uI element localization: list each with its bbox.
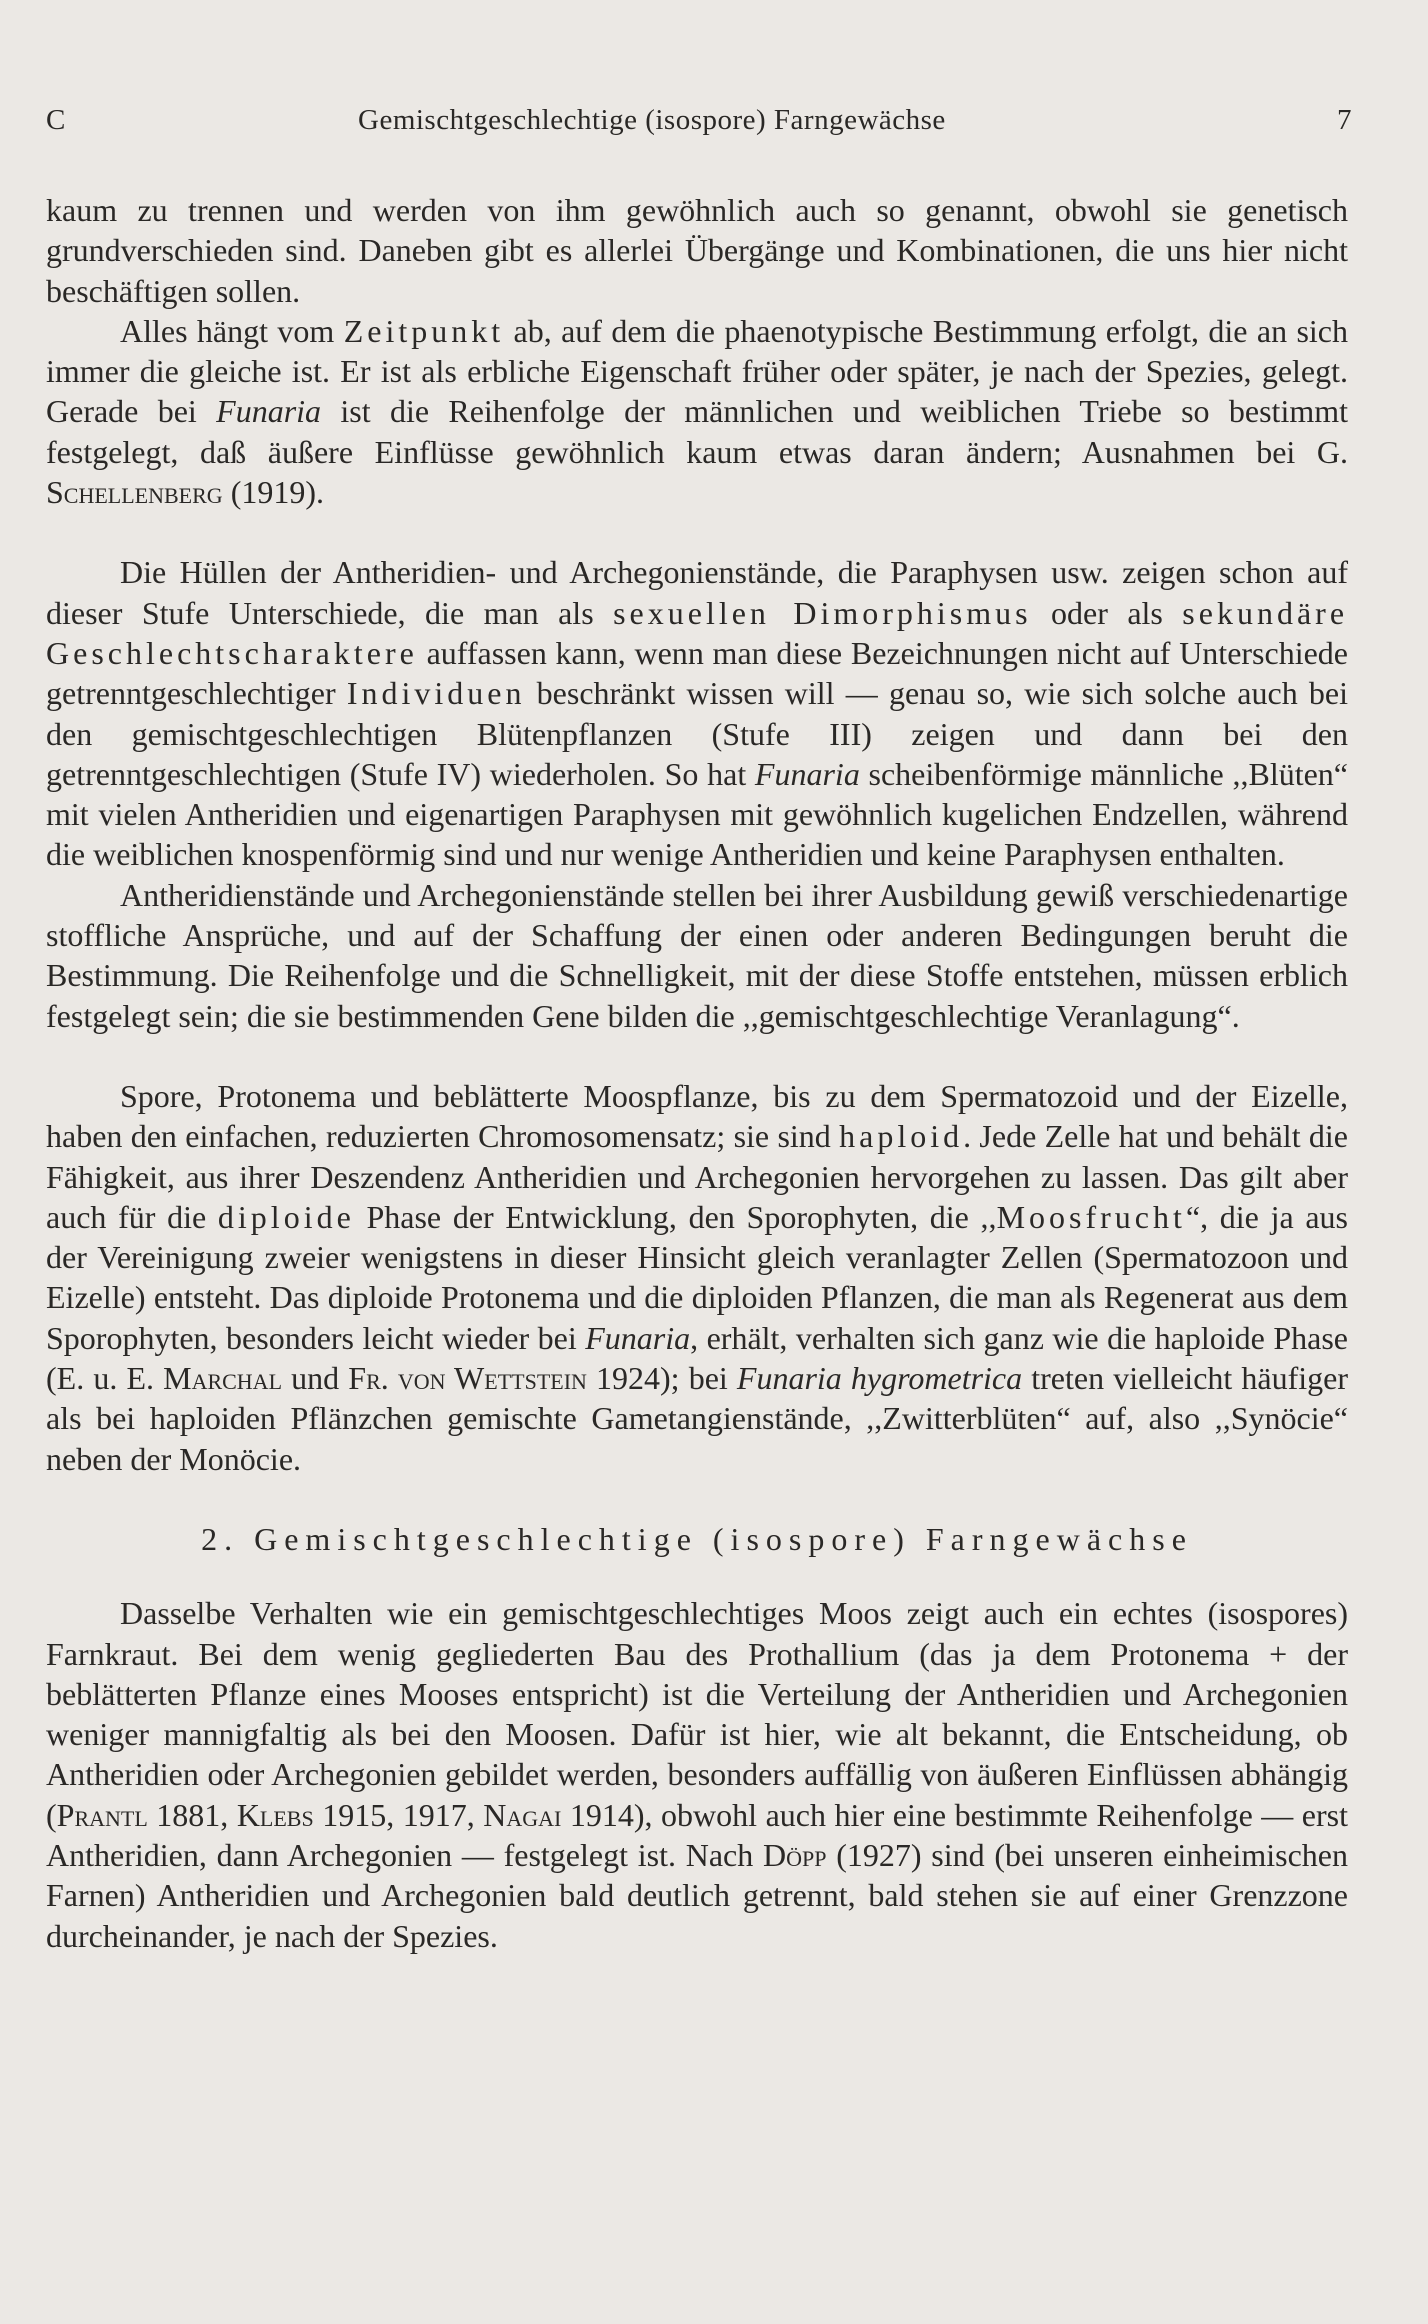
spaced-emphasis: Moosfrucht: [996, 1198, 1186, 1235]
text-run: beschränkt wissen will — genau so, wie sich solche auch bei den gemischtgeschlechtigen Blütenpflanzen (Stufe III) zeigen und dann bei den getrenntgeschlechtigen (Stufe IV) wiederholen. So hat: [46, 675, 1349, 792]
paragraph-1: [46, 190, 1348, 311]
author-name: Klebs: [236, 1796, 314, 1833]
italic-term: Funaria: [754, 755, 860, 792]
paragraph-3: [46, 552, 1348, 874]
text-run: 1881,: [147, 1796, 237, 1833]
running-head: [46, 104, 1352, 148]
spaced-emphasis: sekundäre Geschlechtscharaktere: [46, 594, 1349, 671]
text-run: (1919).: [222, 474, 324, 511]
signature-mark: C: [46, 104, 66, 136]
text-run: Antheridienstände und Archegonienstände stellen bei ihrer Ausbildung gewiß verschiedenartige stoffliche Ansprüche, und auf der Schaffung der einen oder anderen Bedingungen beruht die Bestimmung. Die Reihenfolge und die Schnelligkeit, mit der diese Stoffe entstehen, müssen erblich festgelegt sein; die sie bestimmenden Gene bilden die ,,gemischtgeschlechtige Veranlagung“.: [46, 876, 1348, 1034]
author-name: Prantl: [56, 1796, 148, 1833]
spaced-emphasis: Zeitpunkt: [343, 312, 505, 349]
text-run: Dasselbe Verhalten wie ein gemischtgeschlechtiges Moos zeigt auch ein echtes (isospores) Farnkraut. Bei dem wenig gegliederten Bau des Prothallium (das ja dem Protonema + der beblätterten Pflanze eines Mooses entspricht) ist die Verteilung der Antheridien und Archegonien weniger mannigfaltig als bei den Moosen. Dafür ist hier, wie alt bekannt, die Entscheidung, ob Antheridien oder Archegonien gebildet werden, besonders auffällig von äußeren Einflüssen abhängig (: [46, 1595, 1348, 1833]
italic-term: Funaria hygrometrica: [736, 1360, 1023, 1397]
italic-term: Funaria: [216, 393, 322, 430]
paragraph-4: [46, 875, 1348, 1036]
text-run: oder als: [1031, 594, 1183, 631]
text-run: . Jede Zelle hat und behält die Fähigkeit, aus ihrer Deszendenz Antheridien und Archegonien hervorgehen zu lassen. Das gilt aber auch für die: [46, 1118, 1349, 1235]
spaced-emphasis: diploide: [217, 1198, 355, 1235]
author-name: Döpp: [763, 1836, 827, 1873]
author-name: Marchal: [163, 1360, 283, 1397]
text-run: 1914), obwohl auch hier eine bestimmte Reihenfolge — erst Antheridien, dann Archegonien — festgelegt ist. Nach: [46, 1796, 1349, 1873]
text-run: Phase der Entwicklung, den Sporophyten, die ,,: [354, 1198, 997, 1235]
section-heading: 2. Gemischtgeschlechtige (isospore) Farngewächse: [201, 1520, 1193, 1557]
text-run: , erhält, verhalten sich ganz wie die haploide Phase (E. u. E.: [46, 1319, 1349, 1397]
text-run: 1915, 1917,: [313, 1796, 484, 1833]
author-name: Nagai: [483, 1796, 562, 1833]
text-run: “, die ja aus der Vereinigung zweier wenigstens in dieser Hinsicht gleich veranlagter Zellen (Spermatozoon und Eizelle) entsteht. Das diploide Protonema und die diploiden Pflanzen, die man als Regenerat aus dem Sporophyten, besonders leicht wieder bei: [46, 1198, 1349, 1356]
text-run: 1924); bei: [586, 1360, 737, 1397]
author-name: Fr. von Wettstein: [348, 1360, 587, 1397]
text-run: auffassen kann, wenn man diese Bezeichnungen nicht auf Unterschiede getrenntgeschlechtiger: [46, 634, 1348, 712]
text-run: (1927) sind (bei unseren einheimischen Farnen) Antheridien und Archegonien bald deutlich getrennt, bald stehen sie auf einer Grenzzone durcheinander, je nach der Spezies.: [46, 1836, 1349, 1954]
author-name: Schellenberg: [46, 474, 223, 511]
text-run: kaum zu trennen und werden von ihm gewöhnlich auch so genannt, obwohl sie genetisch grundverschieden sind. Daneben gibt es allerlei Übergänge und Kombinationen, die uns hier nicht beschäftigen sollen.: [46, 192, 1348, 309]
running-title: Gemischtgeschlechtige (isospore) Farngewächse: [358, 104, 946, 136]
text-run: ab, auf dem die phaenotypische Bestimmung erfolgt, die an sich immer die gleiche ist. Er ist als erbliche Eigenschaft früher oder später, je nach der Spezies, gelegt. Gerade bei: [46, 312, 1349, 430]
spaced-emphasis: Individuen: [346, 675, 526, 712]
text-run: Die Hüllen der Antheridien- und Archegonienstände, die Paraphysen usw. zeigen schon auf dieser Stufe Unterschiede, die man als: [46, 554, 1348, 631]
paragraph-5: [46, 1076, 1348, 1479]
paragraph-6: [46, 1593, 1348, 1956]
body-text: [46, 190, 1348, 1956]
paragraph-2: [46, 311, 1348, 512]
text-run: und: [282, 1360, 349, 1397]
text-run: scheibenförmige männliche ,,Blüten“ mit vielen Antheridien und eigenartigen Paraphysen mit gewöhnlich kugelichen Endzellen, während die weiblichen knospenförmig sind und nur wenige Antheridien und keine Paraphysen enthalten.: [46, 755, 1349, 873]
text-run: ist die Reihenfolge der männlichen und weiblichen Triebe so bestimmt festgelegt, daß äußere Einflüsse gewöhnlich kaum etwas daran ändern; Ausnahmen bei G.: [46, 393, 1348, 470]
italic-term: Funaria: [585, 1319, 691, 1356]
page-number: 7: [1337, 104, 1352, 136]
text-run: Alles hängt vom: [120, 312, 344, 349]
spaced-emphasis: sexuellen Dimorphismus: [613, 594, 1032, 631]
text-run: Spore, Protonema und beblätterte Moospflanze, bis zu dem Spermatozoid und der Eizelle, haben den einfachen, reduzierten Chromosomensatz; sie sind: [46, 1077, 1348, 1155]
spaced-emphasis: haploid: [839, 1118, 964, 1155]
text-run: treten vielleicht häufiger als bei haploiden Pflänzchen gemischte Gametangienstände, ,,Zwitterblüten“ auf, also ,,Synöcie“ neben der Monöcie.: [46, 1360, 1349, 1477]
